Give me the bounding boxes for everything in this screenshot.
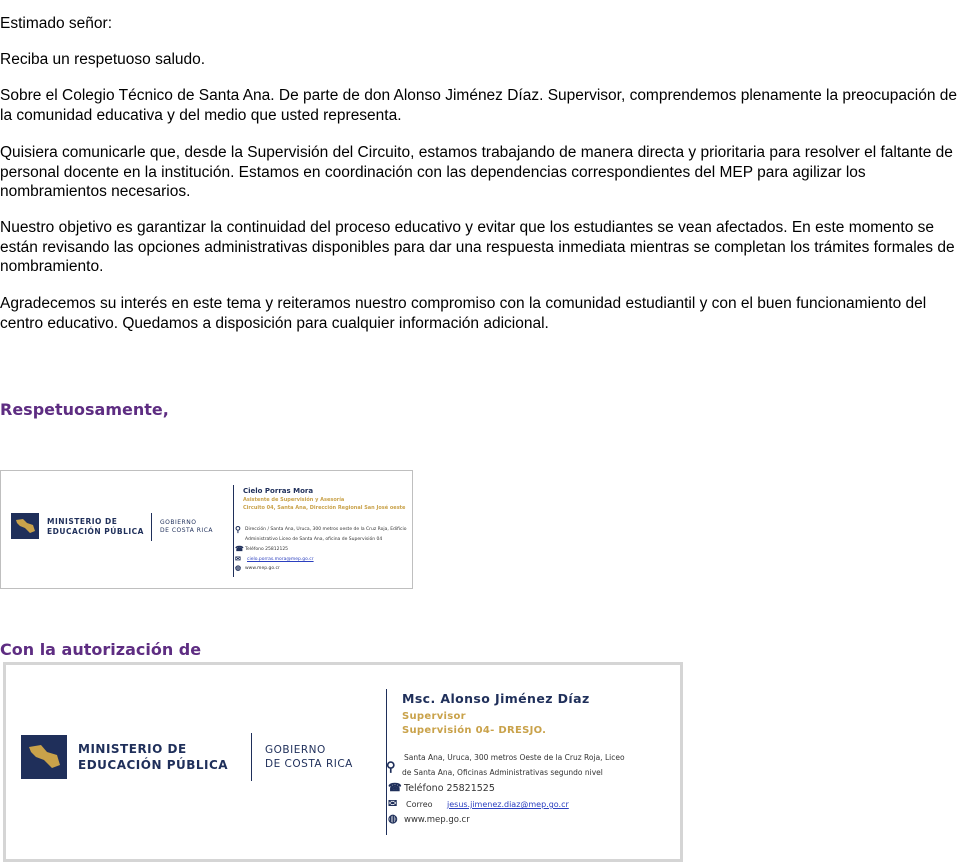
- phone-icon: ☎: [235, 546, 244, 553]
- phone-icon: ☎: [388, 782, 402, 794]
- envelope-icon: ✉: [388, 798, 398, 810]
- website-link[interactable]: www.mep.go.cr: [245, 566, 280, 571]
- signer-role: Asistente de Supervisión y Asesoría: [243, 497, 345, 503]
- logo-divider: [151, 513, 152, 541]
- paragraph-1: Sobre el Colegio Técnico de Santa Ana. De parte de don Alonso Jiménez Díaz. Supervisor, comprendemos plenamente la preocupación de la comunidad educativa y del medio que usted representa.: [0, 87, 957, 124]
- signer-circuit: Circuito 04, Santa Ana, Dirección Regional San José oeste: [243, 505, 406, 511]
- signer-office: Supervisión 04- DRESJO.: [402, 725, 547, 736]
- location-pin-icon: ⚲: [386, 759, 396, 774]
- email-link[interactable]: jesus.jimenez.diaz@mep.go.cr: [447, 800, 569, 809]
- address-line-1: Dirección / Santa Ana, Uruca, 300 metros oeste de la Cruz Roja, Edificio: [245, 527, 407, 532]
- signer-name: Cielo Porras Mora: [243, 487, 314, 495]
- signature-card-supervisor: [3, 662, 683, 862]
- paragraph-3: Nuestro objetivo es garantizar la continuidad del proceso educativo y evitar que los estudiantes se vean afectados. En este momento se están revisando las opciones administrativas disponibles para dar una respuesta inmediata mientras se completan los trámites formales de nombramiento.: [0, 219, 955, 275]
- paragraph-4: Agradecemos su interés en este tema y reiteramos nuestro compromiso con la comunidad estudiantil y con el buen funcionamiento del centro educativo. Quedamos a disposición para cualquier información adicional.: [0, 295, 927, 332]
- signer-name: Msc. Alonso Jiménez Díaz: [402, 691, 590, 706]
- paragraph-2: Quisiera comunicarle que, desde la Supervisión del Circuito, estamos trabajando de manera directa y prioritaria para resolver el faltante de personal docente en la institución. Estamos en coordinación con las dependencias correspondientes del MEP para agilizar los nombramientos necesarios.: [0, 144, 953, 200]
- email-link[interactable]: cielo.porras.mora@mep.go.cr: [247, 557, 314, 562]
- address-line-2: Administrativo Liceo de Santa Ana, oficina de Supervisión 04: [245, 537, 383, 542]
- costa-rica-map-logo-icon: [11, 513, 39, 539]
- phone-number: Teléfono 25812125: [245, 547, 289, 552]
- salutation: Reciba un respetuoso saludo.: [0, 51, 206, 68]
- globe-icon: ◍: [388, 813, 398, 825]
- website-link[interactable]: www.mep.go.cr: [404, 815, 470, 825]
- ministry-logo-text: MINISTERIO DE EDUCACIÓN PÚBLICA: [47, 517, 144, 536]
- address-line-1: Santa Ana, Uruca, 300 metros Oeste de la Cruz Roja, Liceo: [404, 753, 625, 762]
- signer-role: Supervisor: [402, 711, 466, 722]
- email-label: Correo: [406, 800, 433, 809]
- address-line-2: de Santa Ana, Oficinas Administrativas segundo nivel: [402, 768, 603, 777]
- government-logo-text: GOBIERNO DE COSTA RICA: [160, 519, 213, 534]
- ministry-logo-text: MINISTERIO DE EDUCACIÓN PÚBLICA: [78, 742, 229, 772]
- government-logo-text: GOBIERNO DE COSTA RICA: [265, 744, 353, 770]
- greeting: Estimado señor:: [0, 15, 112, 32]
- signature-card-assistant: [0, 470, 413, 589]
- phone-number: Teléfono 25821525: [404, 783, 495, 794]
- location-pin-icon: ⚲: [235, 525, 241, 534]
- envelope-icon: ✉: [235, 556, 241, 563]
- authorization-text: Con la autorización de: [0, 640, 202, 659]
- logo-divider: [251, 733, 252, 781]
- costa-rica-map-logo-icon: [21, 735, 67, 779]
- closing: Respetuosamente,: [0, 400, 169, 419]
- info-divider: [233, 485, 234, 577]
- globe-icon: ◍: [235, 565, 242, 572]
